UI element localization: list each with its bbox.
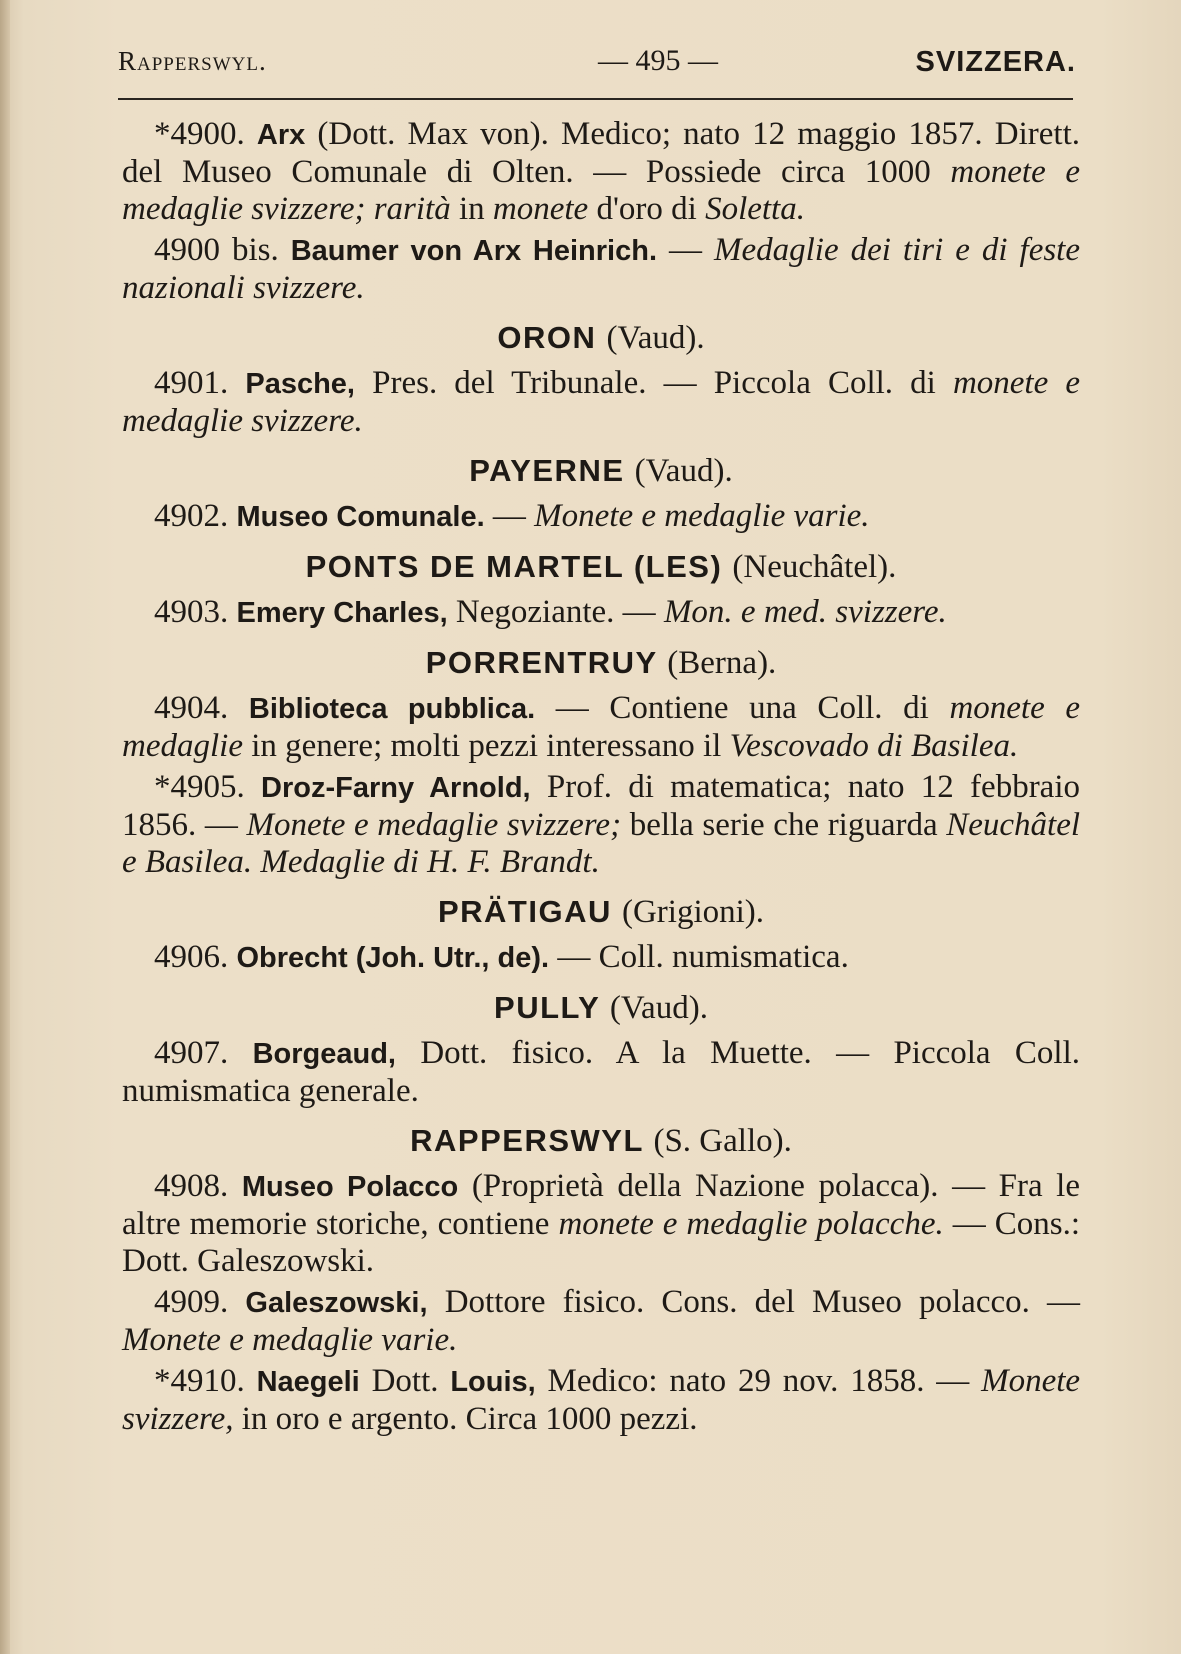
entry-4900: *4900. Arx (Dott. Max von). Medico; nato 12 maggio 1857. Dirett. del Museo Comunale di Olten. — Possiede circa 1000 monete e medaglie svizzere; rarità in monete d'oro di Soletta. <box>122 116 1081 227</box>
entry-4902: 4902. Museo Comunale. — Monete e medaglie varie. <box>154 498 870 534</box>
running-header <box>118 46 1076 86</box>
entry-4907: 4907. Borgeaud, Dott. fisico. A la Muette. — Piccola Coll. numismatica generale. <box>122 1035 1081 1109</box>
entry-4909: 4909. Galeszowski, Dottore fisico. Cons. del Museo polacco. — Monete e medaglie varie. <box>122 1284 1080 1358</box>
entry-4910: *4910. Naegeli Dott. Louis, Medico: nato 29 nov. 1858. — Monete svizzere, in oro e argento. Circa 1000 pezzi. <box>122 1363 1081 1437</box>
heading-pully: PULLY (Vaud). <box>494 990 708 1026</box>
heading-pratigau: PRÄTIGAU (Grigioni). <box>437 894 765 930</box>
entry-4906: 4906. Obrecht (Joh. Utr., de). — Coll. numismatica. <box>154 939 849 975</box>
header-rule <box>118 98 1073 100</box>
header-right: SVIZZERA. <box>915 46 1076 78</box>
entry-4908: 4908. Museo Polacco (Proprietà della Nazione polacca). — Fra le altre memorie storiche, contiene monete e medaglie polacche. — Cons.: Dott. Galeszowski. <box>122 1168 1081 1279</box>
entry-4901: 4901. Pasche, Pres. del Tribunale. — Piccola Coll. di monete e medaglie svizzere. <box>122 365 1080 439</box>
entry-4905: *4905. Droz-Farny Arnold, Prof. di matematica; nato 12 febbraio 1856. — Monete e medaglie svizzere; bella serie che riguarda Neuchâtel e Basilea. Medaglie di H. F. Brandt. <box>122 769 1081 880</box>
page-spine-shadow <box>0 0 10 1654</box>
header-left: Rapperswyl. <box>118 46 267 76</box>
page-body <box>122 116 1080 1442</box>
heading-rapperswyl: RAPPERSWYL (S. Gallo). <box>410 1123 792 1159</box>
heading-ponts-de-martel: PONTS DE MARTEL (LES) (Neuchâtel). <box>305 549 897 585</box>
heading-oron: ORON (Vaud). <box>497 320 705 356</box>
page-number: — 495 — <box>598 44 718 77</box>
entry-4900-bis: 4900 bis. Baumer von Arx Heinrich. — Medaglie dei tiri e di feste nazionali svizzere. <box>122 232 1080 306</box>
heading-payerne: PAYERNE (Vaud). <box>469 453 733 489</box>
entry-4903: 4903. Emery Charles, Negoziante. — Mon. e med. svizzere. <box>154 594 947 630</box>
heading-porrentruy: PORRENTRUY (Berna). <box>425 645 777 681</box>
entry-4904: 4904. Biblioteca pubblica. — Contiene una Coll. di monete e medaglie in genere; molti pezzi interessano il Vescovado di Basilea. <box>122 690 1081 764</box>
